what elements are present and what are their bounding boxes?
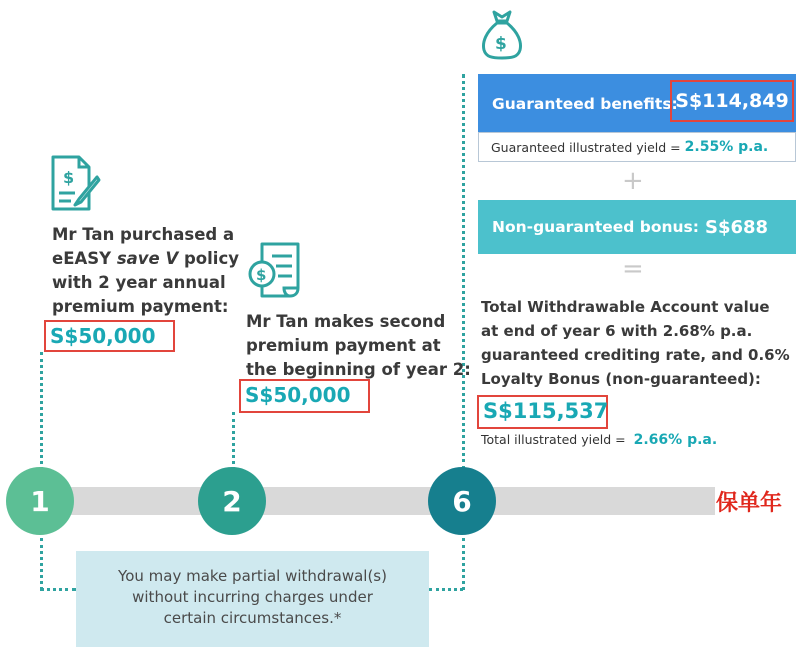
total-yield — [481, 432, 717, 448]
connector-step1 — [40, 352, 43, 470]
guaranteed-yield-value: 2.55% p.a. — [684, 139, 769, 155]
timeline-node-year-6: 6 — [428, 467, 496, 535]
connector-note-right — [462, 538, 465, 590]
timeline-node-year-2: 2 — [198, 467, 266, 535]
guaranteed-benefits-label: Guaranteed benefits: — [492, 95, 678, 113]
svg-text:$: $ — [495, 34, 507, 54]
guaranteed-yield-label: Guaranteed illustrated yield = — [491, 139, 681, 155]
connector-note-right-h — [429, 588, 463, 591]
timeline-node-year-1: 1 — [6, 467, 74, 535]
timeline-track — [40, 487, 715, 515]
equals-sign: = — [622, 254, 644, 284]
total-value: S$115,537 — [477, 395, 608, 429]
guaranteed-benefits-value: S$114,849 — [670, 80, 794, 122]
step2-description: Mr Tan makes second premium payment at the beginning of year 2: — [246, 312, 471, 379]
guaranteed-yield-box — [478, 132, 796, 162]
svg-text:$: $ — [256, 266, 267, 284]
policy-year-axis-label: 保单年 — [716, 491, 783, 516]
bonus-value: S$688 — [704, 216, 769, 238]
non-guaranteed-bonus-box — [478, 200, 796, 254]
step2-amount: S$50,000 — [239, 379, 370, 413]
connector-step6 — [462, 74, 465, 470]
document-pen-icon — [49, 155, 101, 211]
step1-amount: S$50,000 — [44, 320, 175, 352]
connector-note-left-h — [40, 588, 76, 591]
plus-sign: + — [622, 166, 644, 196]
guaranteed-benefits-box — [478, 74, 796, 132]
coin-receipt-icon — [246, 240, 304, 300]
connector-note-left — [40, 538, 43, 590]
total-yield-value: 2.66% p.a. — [633, 432, 718, 448]
step1-description: Mr Tan purchased a eEASY save V policy with 2 year annual premium payment: — [52, 225, 239, 316]
svg-text:$: $ — [63, 168, 75, 187]
total-description: Total Withdrawable Account value at end of year 6 with 2.68% p.a. guaranteed crediting rate, and 0.6% Loyalty Bonus (non-guaranteed): — [481, 298, 790, 388]
connector-step2 — [232, 412, 235, 470]
partial-withdrawal-note: You may make partial withdrawal(s) without incurring charges under certain circumstances.* — [76, 551, 429, 647]
money-bag-icon — [478, 8, 526, 60]
bonus-label: Non-guaranteed bonus: — [492, 218, 699, 236]
total-yield-label: Total illustrated yield = — [481, 432, 626, 447]
